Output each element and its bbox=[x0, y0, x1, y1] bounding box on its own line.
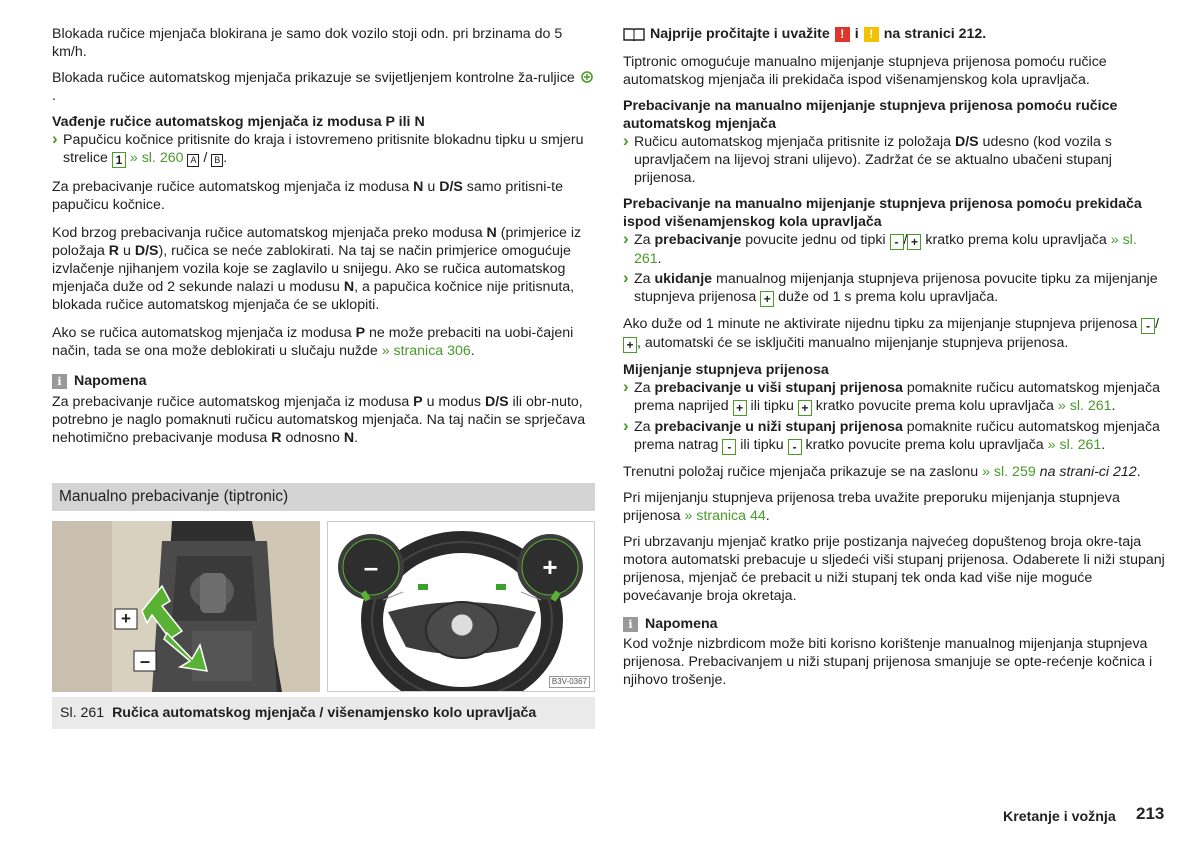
page-number: 213 bbox=[1136, 804, 1165, 823]
text: udesno (kod vozila s upravljačem na lijevoj strani ulijevo). Zadržat će se aktualno ubačeni stupanj prijenosa. bbox=[634, 134, 1112, 186]
text: Pri ubrzavanju mjenjač kratko prije postizanja najvećeg dopuštenog broja okre-taja motora automatski prebacuje u sljedeći viši stupanj prijenosa. Odaberete li niži stupanj prijenosa, mjenjač će prebacit u niži stupanj tek onda kad više nije moguće povećavanje broja okretaja. bbox=[623, 534, 1165, 604]
list-item bbox=[623, 270, 1166, 307]
minus-label: – bbox=[139, 651, 151, 671]
minus-key: - bbox=[890, 234, 904, 250]
tag-a: A bbox=[187, 154, 199, 167]
text: . bbox=[765, 508, 770, 524]
text: . bbox=[1101, 437, 1106, 453]
minus-key: - bbox=[722, 439, 736, 455]
text: / bbox=[199, 150, 212, 166]
section-heading: Prebacivanje na manualno mijenjanje stupnjeva prijenosa pomoću ručice automatskog mjenjača bbox=[623, 98, 1118, 132]
text: duže od 1 s prema kolu upravljača. bbox=[774, 289, 999, 305]
text: N bbox=[343, 430, 355, 446]
text: . bbox=[52, 88, 56, 104]
plus-label: + bbox=[121, 609, 131, 628]
text: kratko prema kolu upravljača bbox=[921, 232, 1107, 248]
text: u modus bbox=[422, 394, 485, 410]
plus-key: + bbox=[623, 337, 637, 353]
gear-lever-photo bbox=[52, 521, 320, 692]
warning-yellow-icon: ! bbox=[864, 27, 879, 42]
text: Trenutni položaj ručice mjenjača prikazuje se na zaslonu bbox=[623, 464, 983, 480]
caption-number: Sl. 261 bbox=[60, 705, 105, 721]
text: Za bbox=[634, 232, 655, 248]
text: u bbox=[119, 243, 135, 259]
paragraph bbox=[52, 324, 595, 360]
tag-b: B bbox=[211, 154, 223, 167]
warning-red-icon: ! bbox=[835, 27, 850, 42]
cross-ref-link[interactable]: » sl. 260 bbox=[129, 150, 184, 166]
text: pomaknite ručicu automatskog mjenjača prema natrag bbox=[634, 419, 1160, 453]
section-heading: Vađenje ručice automatskog mjenjača iz modusa P ili N bbox=[52, 114, 425, 130]
text: prebacivanje u viši stupanj prijenosa bbox=[654, 380, 903, 396]
paragraph bbox=[623, 463, 1166, 481]
section-title-bar bbox=[52, 483, 595, 511]
paragraph bbox=[52, 69, 595, 105]
paragraph bbox=[52, 178, 595, 214]
text: u bbox=[423, 179, 440, 195]
text: Ručicu automatskog mjenjača pritisnite iz položaja bbox=[634, 134, 955, 150]
text: povucite jednu od tipki bbox=[741, 232, 890, 248]
note-title: Napomena bbox=[74, 373, 147, 389]
text: R bbox=[271, 430, 282, 446]
section-title: Manualno prebacivanje (tiptronic) bbox=[59, 488, 289, 505]
info-icon: i bbox=[623, 617, 638, 632]
text: Kod brzog prebacivanja ručice automatskog mjenjača preko modusa bbox=[52, 225, 487, 241]
callout-key: 1 bbox=[112, 152, 126, 168]
paragraph bbox=[52, 25, 595, 61]
cross-ref-link[interactable]: » sl. 259 bbox=[982, 464, 1036, 480]
text: pomaknite ručicu automatskog mjenjača prema naprijed bbox=[634, 380, 1160, 414]
text: N bbox=[343, 279, 355, 295]
book-icon bbox=[623, 27, 645, 41]
text: (primjerice iz položaja bbox=[52, 225, 582, 259]
cross-ref-link[interactable]: » stranica 306 bbox=[381, 343, 471, 359]
list-item bbox=[623, 231, 1166, 268]
text: Blokada ručice mjenjača blokirana je samo dok vozilo stoji odn. pri brzinama do 5 km/h. bbox=[52, 26, 563, 60]
text: samo pritisni-te papučicu kočnice. bbox=[52, 179, 563, 213]
text: na stranici 212. bbox=[883, 26, 987, 42]
text: Ako se ručica automatskog mjenjača iz modusa bbox=[52, 325, 356, 341]
figure-caption bbox=[52, 697, 595, 729]
figure-code: B3V-0367 bbox=[549, 676, 590, 688]
list-item bbox=[623, 133, 1166, 187]
note-heading bbox=[52, 372, 595, 390]
plus-key: + bbox=[733, 400, 747, 416]
text: Za bbox=[634, 419, 655, 435]
text: R bbox=[108, 243, 120, 259]
text: D/S bbox=[954, 134, 979, 150]
text: , a papučica kočnice nije pritisnuta, blokada ručice automatskog mjenjača će se uklopiti. bbox=[52, 279, 575, 313]
paragraph bbox=[623, 53, 1166, 89]
text: i bbox=[854, 26, 859, 42]
footer-section-label: Kretanje i vožnja bbox=[1003, 809, 1116, 825]
text: prebacivanje u niži stupanj prijenosa bbox=[654, 419, 903, 435]
minus-key: - bbox=[788, 439, 802, 455]
plus-key: + bbox=[760, 291, 774, 307]
text: P bbox=[413, 394, 423, 410]
paragraph bbox=[623, 315, 1166, 353]
text: . bbox=[470, 343, 475, 359]
text: D/S bbox=[134, 243, 159, 259]
text: Ako duže od 1 minute ne aktivirate nijednu tipku za mijenjanje stupnjeva prijenosa bbox=[623, 316, 1142, 332]
gear-indicator-icon bbox=[579, 71, 595, 83]
cross-ref-link[interactable]: » stranica 44 bbox=[684, 508, 766, 524]
text: kratko povucite prema kolu upravljača bbox=[811, 398, 1054, 414]
note-text bbox=[52, 393, 595, 447]
figure bbox=[52, 521, 595, 692]
list-item bbox=[623, 379, 1166, 416]
text: Najprije pročitajte i uvažite bbox=[650, 26, 830, 42]
plus-label: + bbox=[542, 552, 558, 582]
section-heading: Mijenjanje stupnjeva prijenosa bbox=[623, 362, 829, 378]
list-item bbox=[623, 418, 1166, 455]
text: N bbox=[413, 179, 424, 195]
text: Papučicu kočnice pritisnite do kraja i istovremeno pritisnite blokadnu tipku u smjeru strelice bbox=[63, 132, 584, 166]
text: . bbox=[223, 150, 228, 166]
text: odnosno bbox=[281, 430, 344, 446]
text: . bbox=[657, 251, 662, 267]
left-column bbox=[52, 25, 595, 455]
text: ), ručica se neće zablokirati. Na taj se način primjerice omogućuje izvlačenje njihanjem vozila koje se zaglavilo u snijegu. Ako se ručica automatskog mjenjača duže od 2 sekunde nalazi u modusu bbox=[52, 243, 571, 295]
text: . bbox=[354, 430, 359, 446]
text: kratko povucite prema kolu upravljača bbox=[801, 437, 1044, 453]
list-item bbox=[52, 131, 595, 168]
note-text bbox=[623, 635, 1166, 689]
text: N bbox=[486, 225, 497, 241]
text: Za prebacivanje ručice automatskog mjenjača iz modusa bbox=[52, 394, 414, 410]
text: D/S bbox=[484, 394, 509, 410]
section-heading: Prebacivanje na manualno mijenjanje stupnjeva prijenosa pomoću prekidača ispod višenamjenskog kola upravljača bbox=[623, 196, 1142, 230]
cross-ref-link[interactable]: » sl. 261 bbox=[634, 232, 1137, 267]
plus-key: + bbox=[907, 234, 921, 250]
text: prebacivanje bbox=[654, 232, 742, 248]
text: D/S bbox=[439, 179, 463, 195]
text: . bbox=[1111, 398, 1116, 414]
paragraph bbox=[623, 533, 1166, 605]
text: Za bbox=[634, 380, 655, 396]
text: Tiptronic omogućuje manualno mijenjanje stupnjeva prijenosa pomoću ručice automatskog mjenjača ili prekidača ispod višenamjenskog kola upravljača. bbox=[623, 54, 1107, 88]
text: / bbox=[903, 232, 908, 248]
text: Blokada ručice automatskog mjenjača prikazuje se svijetljenjem kontrolne ža-ruljice bbox=[52, 70, 575, 86]
text: . bbox=[1136, 464, 1141, 480]
text: ili obr-nuto, potrebno je naglo pomaknuti ručicu automatskog mjenjača. Na taj način se sprječava nehotimično prebacivanje modusa bbox=[52, 394, 586, 446]
minus-label: – bbox=[363, 552, 379, 582]
right-column bbox=[623, 25, 1166, 697]
text: / bbox=[1155, 316, 1160, 332]
cross-ref-link[interactable]: » sl. 261 bbox=[1047, 437, 1102, 453]
paragraph bbox=[623, 489, 1166, 525]
text: , automatski će se isključiti manualno mijenjanje stupnjeva prijenosa. bbox=[637, 335, 1069, 351]
read-first-line bbox=[623, 25, 1166, 43]
steering-wheel-svg bbox=[328, 522, 595, 692]
note-heading bbox=[623, 615, 1166, 633]
text: Za prebacivanje ručice automatskog mjenjača iz modusa bbox=[52, 179, 414, 195]
text: Za bbox=[634, 271, 655, 287]
text: ili tipku bbox=[746, 398, 798, 414]
text: ukidanje bbox=[654, 271, 713, 287]
text: ili tipku bbox=[736, 437, 788, 453]
plus-key: + bbox=[798, 400, 812, 416]
gear-lever-illustration bbox=[52, 521, 320, 692]
text: Pri mijenjanju stupnjeva prijenosa treba uvažite preporuku mijenjanja stupnjeva prijenosa bbox=[623, 490, 1120, 524]
minus-key: - bbox=[1141, 318, 1155, 334]
text: Kod vožnje nizbrdicom može biti korisno korištenje manualnog mijenjanja stupnjeva prijenosa. Prebacivanjem u niži stupanj prijenosa smanjuje se opte-rećenje kočnica i njihovo trošenje. bbox=[623, 636, 1153, 688]
caption-text: Ručica automatskog mjenjača / višenamjensko kolo upravljača bbox=[112, 705, 537, 721]
info-icon: i bbox=[52, 374, 67, 389]
text: ne može prebaciti na uobi-čajeni način, tada se ona može deblokirati u slučaju nužde bbox=[52, 325, 574, 359]
cross-ref-link[interactable]: » sl. 261 bbox=[1057, 398, 1112, 414]
note-title: Napomena bbox=[645, 616, 718, 632]
text: P bbox=[355, 325, 366, 341]
steering-wheel-illustration bbox=[327, 521, 595, 692]
text: manualnog mijenjanja stupnjeva prijenosa povucite tipku za mijenjanje stupnjeva prijenosa bbox=[634, 271, 1158, 305]
paragraph bbox=[52, 224, 595, 314]
text: na strani-ci 212 bbox=[1035, 464, 1137, 480]
